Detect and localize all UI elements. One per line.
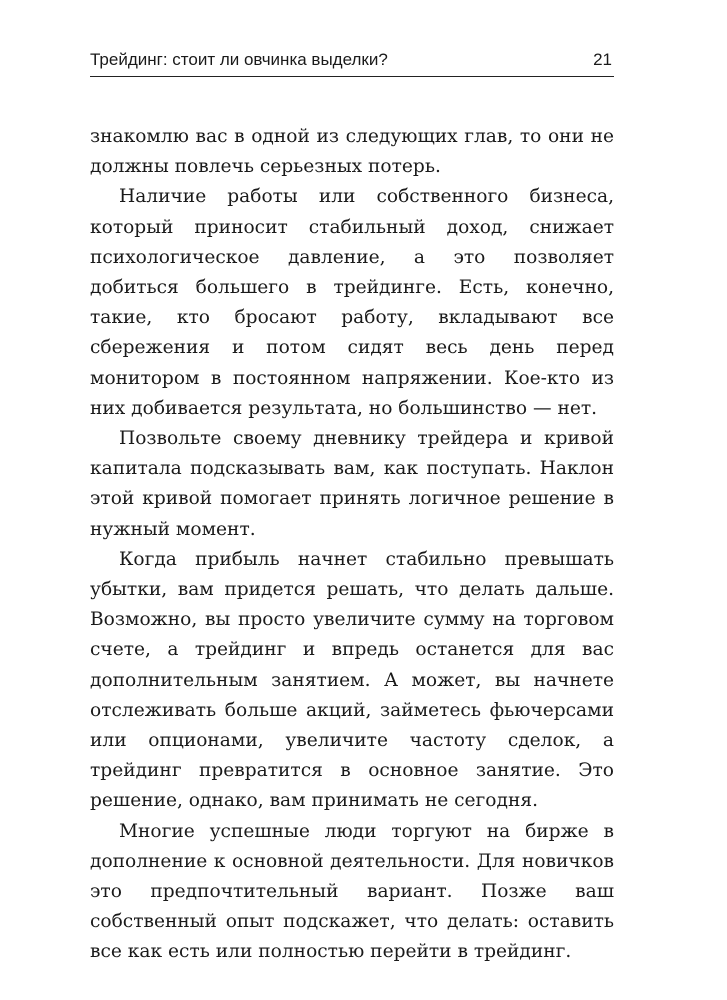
chapter-title: Трейдинг: стоит ли овчинка выделки? bbox=[90, 50, 388, 69]
paragraph: Многие успешные люди торгуют на бирже в дополнение к основной деятельности. Для новичков это предпочтительный вариант. Позже ваш собственный опыт подскажет, что делать: оставить все как есть или полностью перейти в трейдинг. bbox=[90, 820, 614, 963]
page-number: 21 bbox=[593, 50, 612, 69]
body-text bbox=[90, 122, 614, 968]
paragraph: Наличие работы или собственного бизнеса, который приносит стабильный доход, снижает психологическое давление, а это позволяет добиться большего в трейдинге. Есть, конечно, такие, кто бросают работу, вкладывают все сбережения и потом сидят весь день перед монитором в постоянном напряжении. Кое-кто из них добивается результата, но большинство — нет. bbox=[90, 186, 614, 419]
running-head bbox=[90, 44, 614, 77]
paragraph: Позвольте своему дневнику трейдера и кривой капитала подсказывать вам, как поступать. Наклон этой кривой помогает принять логичное решение в нужный момент. bbox=[90, 428, 614, 540]
paragraph-continued: знакомлю вас в одной из следующих глав, то они не должны повлечь серьезных потерь. bbox=[90, 126, 614, 178]
paragraph: Когда прибыль начнет стабильно превышать убытки, вам придется решать, что делать дальше. Возможно, вы просто увеличите сумму на торговом счете, а трейдинг и впредь останется для вас дополнительным занятием. А может, вы начнете отслеживать больше акций, займетесь фьючерсами или опционами, увеличите частоту сделок, а трейдинг превратится в основное занятие. Это решение, однако, вам принимать не сегодня. bbox=[90, 548, 614, 812]
